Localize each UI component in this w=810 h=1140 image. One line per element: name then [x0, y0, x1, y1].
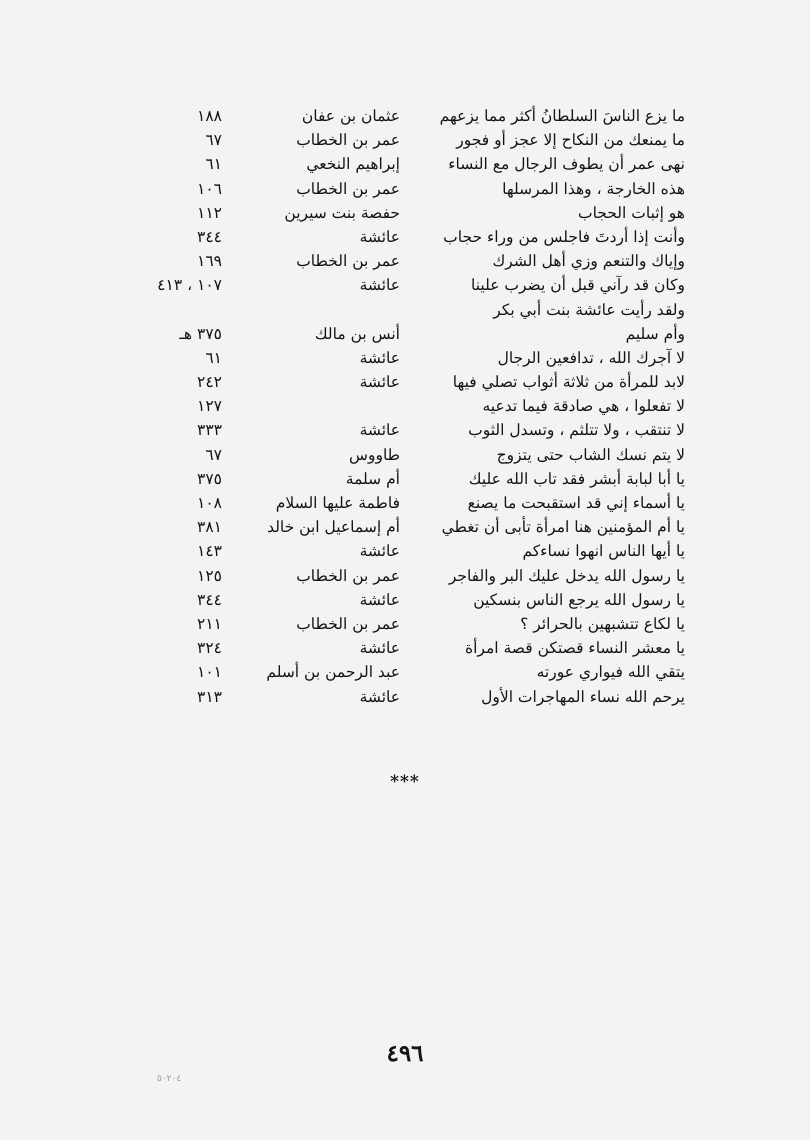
index-row: [110, 298, 685, 322]
page-reference: ١٠١: [197, 663, 222, 682]
quote-text: لا يتم نسك الشاب حتى يتزوج: [496, 445, 685, 464]
index-row: [110, 636, 685, 660]
speaker-name: عائشة: [359, 590, 400, 609]
page-reference: ٣٧٥: [197, 469, 222, 488]
quote-text: يا أم المؤمنين هنا امرأة تأبى أن تغطي: [441, 518, 685, 537]
quote-text: هذه الخارجة ، وهذا المرسلها: [502, 179, 685, 198]
index-row: [110, 104, 685, 128]
page-reference: ٦٧: [205, 131, 222, 150]
index-row: [110, 612, 685, 636]
speaker-name: عثمان بن عفان: [301, 107, 400, 125]
speaker-name: عمر بن الخطاب: [296, 252, 400, 271]
page-reference: ٣٤٤: [197, 590, 222, 609]
quote-text: يا أبا لبابة أبشر فقد تاب الله عليك: [468, 469, 685, 488]
page-reference: ٦١: [205, 348, 222, 367]
page-reference: ٢١١: [197, 614, 222, 633]
index-row: [110, 249, 685, 273]
quote-text: لا تنتقب ، ولا تتلثم ، وتسدل الثوب: [468, 421, 685, 440]
index-row: [110, 152, 685, 176]
index-row: [110, 491, 685, 515]
index-row: [110, 539, 685, 563]
speaker-name: أنس بن مالك: [314, 324, 400, 343]
page-reference: ٣٣٣: [197, 421, 222, 440]
page-reference: ١٠٧ ، ٤١٣: [157, 276, 222, 295]
speaker-name: عبد الرحمن بن أسلم: [266, 663, 400, 682]
page-reference: ١٠٦: [197, 179, 222, 198]
page-reference: ٣٢٤: [197, 639, 222, 658]
page-reference: ٣١٣: [197, 687, 222, 706]
index-row: [110, 370, 685, 394]
speaker-name: عائشة: [359, 373, 400, 392]
index-row: [110, 346, 685, 370]
speaker-name: عمر بن الخطاب: [296, 614, 400, 633]
section-separator: ***: [390, 772, 420, 792]
quote-text: وأم سليم: [625, 324, 685, 343]
speaker-name: عائشة: [359, 639, 400, 658]
speaker-name: عمر بن الخطاب: [296, 179, 400, 198]
page-reference: ١٤٣: [197, 542, 222, 561]
quote-text: ولقد رأيت عائشة بنت أبي بكر: [493, 300, 685, 319]
index-row: [110, 273, 685, 297]
quote-text: ما يزع الناسَ السلطانُ أكثر مما يزعهم: [439, 107, 685, 125]
index-row: [110, 418, 685, 442]
page-reference: ٦١: [205, 155, 222, 174]
page-reference: ١١٢: [197, 203, 222, 222]
quote-text: يا لكاع تتشبهين بالحرائر ؟: [520, 614, 685, 633]
page-reference: ١٦٩: [197, 252, 222, 271]
quote-text: لا آجرك الله ، تدافعين الرجال: [497, 348, 685, 367]
index-row: [110, 588, 685, 612]
quote-text: يا رسول الله يرجع الناس بنسكين: [473, 590, 685, 609]
quote-text: لابد للمرأة من ثلاثة أثواب تصلي فيها: [452, 373, 685, 392]
index-table: [110, 104, 685, 709]
quote-text: يا رسول الله يدخل عليك البر والفاجر: [448, 566, 685, 585]
quote-text: وإياك والتنعم وزي أهل الشرك: [492, 252, 685, 271]
quote-text: يا أيها الناس انهوا نساءكم: [522, 542, 685, 561]
speaker-name: فاطمة عليها السلام: [275, 494, 400, 512]
quote-text: يا معشر النساء قصتكن قصة امرأة: [464, 639, 685, 658]
quote-text: يرحم الله نساء المهاجرات الأول: [481, 687, 685, 706]
speaker-name: عائشة: [359, 542, 400, 561]
speaker-name: عائشة: [359, 687, 400, 706]
index-row: [110, 394, 685, 418]
index-row: [110, 201, 685, 225]
index-row: [110, 564, 685, 588]
speaker-name: أم سلمة: [345, 469, 400, 488]
index-row: [110, 177, 685, 201]
index-row: [110, 322, 685, 346]
quote-text: هو إثبات الحجاب: [577, 203, 685, 222]
speaker-name: أم إسماعيل ابن خالد: [267, 518, 400, 537]
speaker-name: عائشة: [359, 348, 400, 367]
speaker-name: حفصة بنت سيرين: [284, 203, 400, 222]
page-reference: ٣٨١: [197, 518, 222, 537]
quote-text: وأنت إذا أردتَ فاجلس من وراء حجاب: [443, 227, 685, 246]
index-row: [110, 467, 685, 491]
quote-text: لا تفعلوا ، هي صادقة فيما تدعيه: [482, 397, 685, 416]
footer-mark: ٥٠٢٠٤: [157, 1074, 182, 1084]
page-number: ٤٩٦: [386, 1040, 424, 1067]
speaker-name: عمر بن الخطاب: [296, 131, 400, 150]
page-reference: ٣٤٤: [197, 227, 222, 246]
quote-text: نهى عمر أن يطوف الرجال مع النساء: [448, 155, 685, 174]
quote-text: يا أسماء إني قد استقبحت ما يصنع: [467, 494, 685, 512]
quote-text: ما يمنعك من النكاح إلا عجز أو فجور: [456, 131, 685, 150]
page-reference: ٢٤٢: [197, 373, 222, 392]
speaker-name: عائشة: [359, 227, 400, 246]
page-reference: ٣٧٥ هـ: [179, 324, 222, 343]
index-row: [110, 515, 685, 539]
page-reference: ٦٧: [205, 445, 222, 464]
speaker-name: عائشة: [359, 276, 400, 295]
quote-text: وكان قد رآني قبل أن يضرب علينا: [471, 276, 685, 295]
speaker-name: طاووس: [349, 445, 400, 464]
page-reference: ١٨٨: [197, 107, 222, 125]
speaker-name: عمر بن الخطاب: [296, 566, 400, 585]
quote-text: يتقي الله فيواري عورته: [536, 663, 685, 682]
page-reference: ١٢٥: [197, 566, 222, 585]
index-row: [110, 660, 685, 684]
page-reference: ١٢٧: [197, 397, 222, 416]
index-row: [110, 128, 685, 152]
index-row: [110, 685, 685, 709]
speaker-name: عائشة: [359, 421, 400, 440]
page-reference: ١٠٨: [197, 494, 222, 512]
speaker-name: إبراهيم النخعي: [306, 155, 400, 174]
index-row: [110, 225, 685, 249]
index-row: [110, 443, 685, 467]
